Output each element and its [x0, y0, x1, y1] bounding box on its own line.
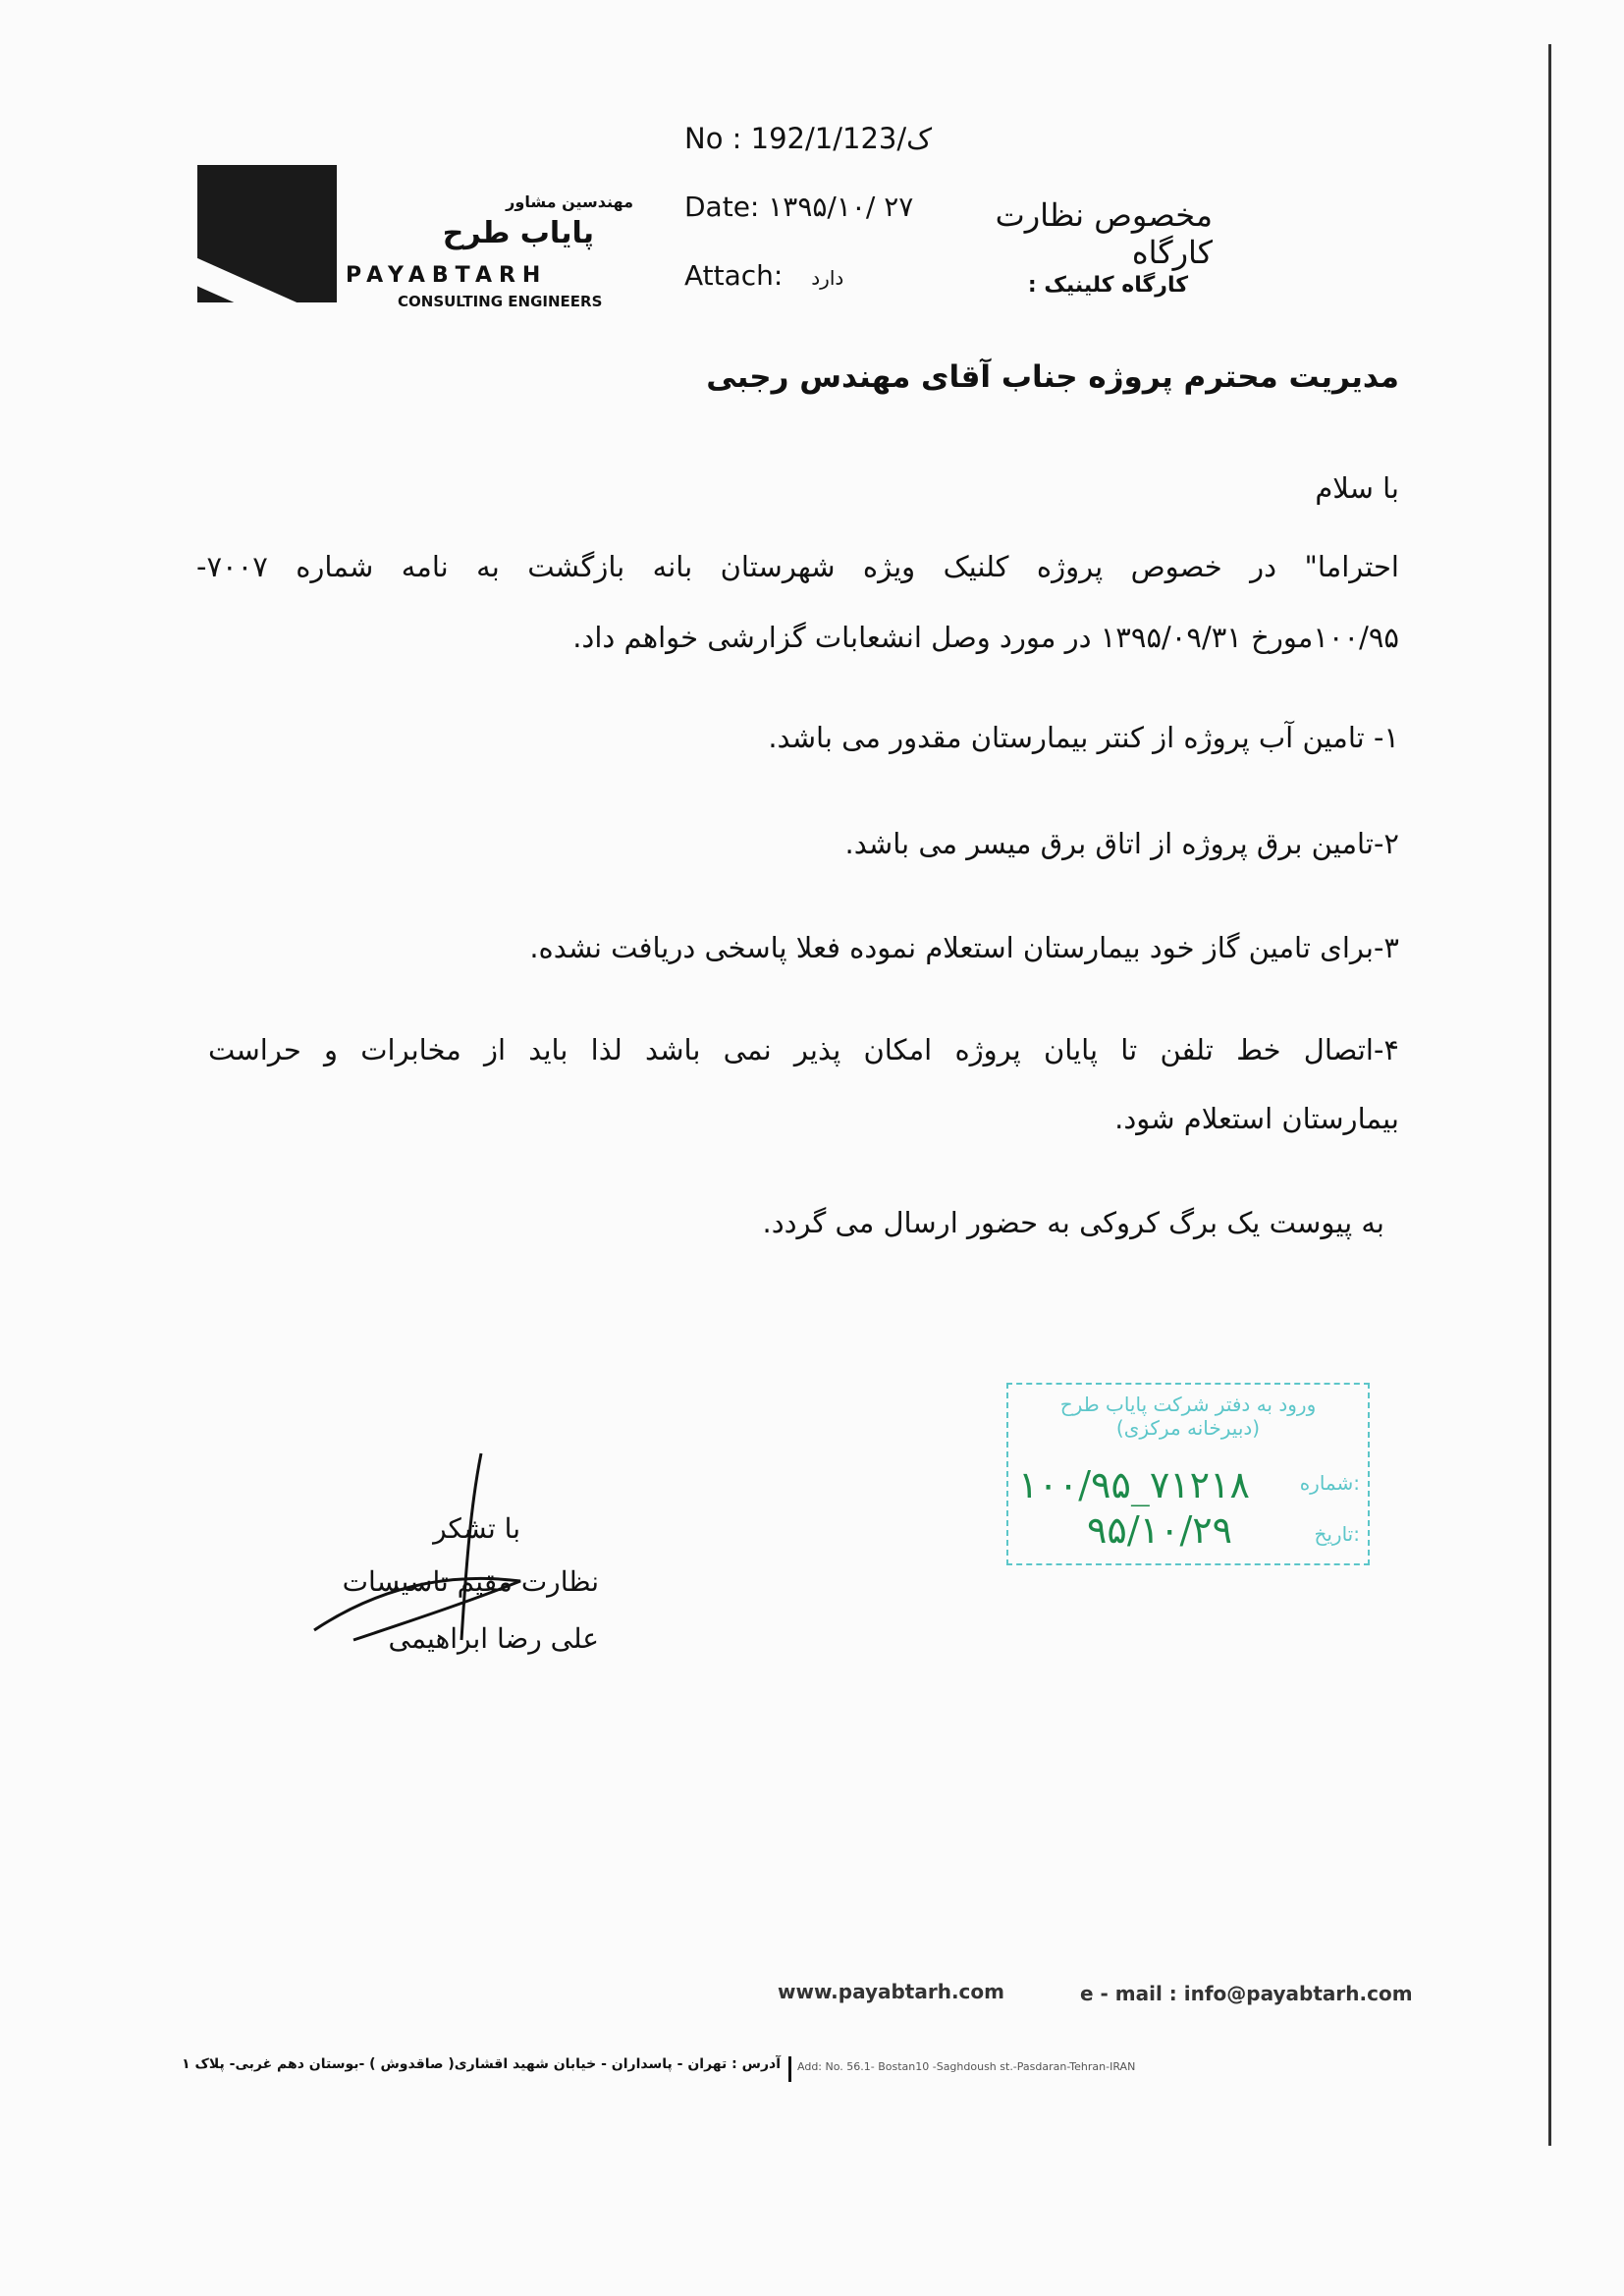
closing: به پیوست یک برگ کروکی به حضور ارسال می گردد.: [762, 1206, 1384, 1239]
site-label: کارگاه کلینیک :: [1027, 273, 1188, 298]
stamp-title: ورود به دفتر شرکت پایاب طرح: [1059, 1393, 1317, 1416]
signature-thanks: با تشکر: [433, 1512, 520, 1545]
letter-number: No : 192/1/ک/123: [684, 122, 933, 155]
intro-line-2: ۱۰۰/۹۵مورخ ۱۳۹۵/۰۹/۳۱ در مورد وصل انشعابات گزارشی خواهم داد.: [572, 621, 1399, 654]
signature-role: نظارت مقیم تاسیسات: [342, 1565, 599, 1598]
scan-edge-line: [1548, 44, 1551, 2146]
stamp-date-label: تاریخ:: [1314, 1522, 1360, 1546]
attach-value: دارد: [811, 266, 844, 290]
footer-address-en: Add: No. 56.1- Bostan10 -Saghdoush st.-Pasdaran-Tehran-IRAN: [797, 2060, 1136, 2073]
footer-website: www.payabtarh.com: [778, 1980, 1004, 2003]
date-value: ۱۳۹۵/۱۰/ ۲۷: [768, 191, 914, 223]
stamp-number-label: شماره:: [1299, 1471, 1360, 1495]
footer-address-fa: آدرس : تهران - پاسداران - خیابان شهید اقشاری( صاقدوش ) -بوستان دهم غربی- پلاک ۱: [182, 2056, 781, 2072]
item-4-line-2: بیمارستان استعلام شود.: [1114, 1102, 1399, 1135]
attach-label: Attach:: [684, 259, 784, 292]
attach-field: [684, 259, 843, 292]
company-logo: [197, 165, 337, 302]
stamp-date-value: ۹۵/۱۰/۲۹: [1087, 1508, 1233, 1552]
footer-divider: [788, 2056, 791, 2082]
item-2: ۲-تامین برق پروژه از اتاق برق میسر می باشد.: [844, 827, 1399, 860]
signature-scribble: [295, 1444, 609, 1669]
item-4: ۴-اتصال خط تلفن تا پایان پروژه امکان پذیر نمی باشد لذا باید از مخابرات و حراست: [208, 1033, 1399, 1066]
date-label: Date:: [684, 191, 760, 223]
stamp-subtitle: (دبیرخانه مرکزی): [1115, 1416, 1261, 1440]
company-fa-small: مهندسین مشاور: [506, 192, 633, 211]
company-fa: پایاب طرح: [442, 216, 594, 250]
handwritten-note: مخصوص نظارت کارگاه: [995, 196, 1213, 271]
item-1: ۱- تامین آب پروژه از کنتر بیمارستان مقدور می باشد.: [768, 721, 1399, 754]
company-en: PAYABTARH: [346, 263, 548, 288]
receipt-stamp: [1006, 1383, 1370, 1565]
footer-email: e - mail : info@payabtarh.com: [1080, 1982, 1413, 2005]
date-field: [684, 191, 913, 223]
company-tagline: CONSULTING ENGINEERS: [398, 293, 603, 310]
greeting: با سلام: [1315, 471, 1399, 505]
recipient: مدیریت محترم پروژه جناب آقای مهندس رجبی: [706, 359, 1399, 395]
signature-name: علی رضا ابراهیمی: [388, 1622, 599, 1655]
stamp-number-value: ۱۰۰/۹۵_۷۱۲۱۸: [1018, 1463, 1250, 1506]
item-3: ۳-برای تامین گاز خود بیمارستان استعلام نموده فعلا پاسخی دریافت نشده.: [529, 931, 1399, 964]
intro-line-1: احتراما" در خصوص پروژه کلنیک ویژه شهرستان بانه بازگشت به نامه شماره ۷۰۰۷-: [196, 550, 1399, 583]
